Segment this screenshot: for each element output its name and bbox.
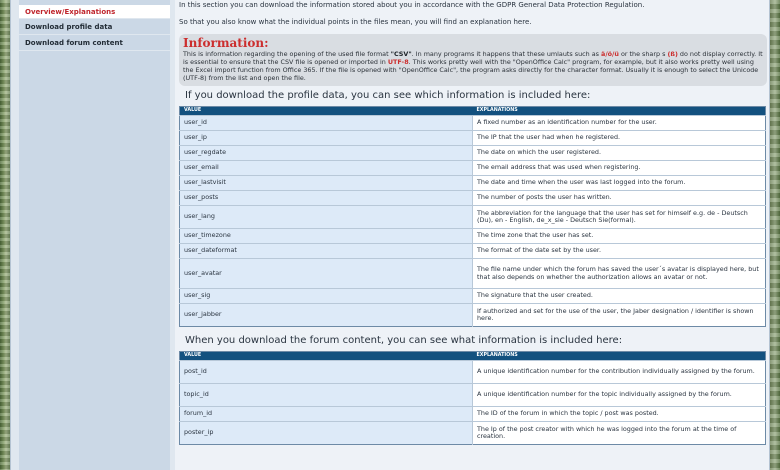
table-row	[180, 161, 766, 176]
info-text-5: . This works pretty well with the "OpenOffice Calc" program, for example, but it also works pretty well using the Excel import function from Office 365. If the file is opened with "OpenOffice Calc", the program asks directly for the character format. Usually it is enough to select the Unicode (UTF-8) from the list and open the file.	[183, 58, 759, 82]
cell-value: poster_ip	[180, 422, 473, 445]
sidebar-item-download-profile[interactable]: Download profile data	[19, 19, 170, 35]
table-row	[180, 361, 766, 384]
table-row	[180, 191, 766, 206]
info-text-2: . In many programs it happens that these umlauts such as	[411, 50, 602, 58]
profile-table-body	[180, 116, 766, 327]
table-row	[180, 131, 766, 146]
column-header-explanations: EXPLANATIONS	[473, 352, 766, 361]
info-umlauts: ä/ö/ü	[601, 50, 619, 58]
cell-explanation: The number of posts the user has written.	[473, 191, 766, 206]
column-header-value: VALUE	[180, 107, 473, 116]
table-header-row	[180, 352, 766, 361]
cell-explanation: The ID of the forum in which the topic / post was posted.	[473, 407, 766, 422]
sidebar-item-download-forum[interactable]: Download forum content	[19, 35, 170, 51]
cell-explanation: A unique identification number for the topic individually assigned by the forum.	[473, 384, 766, 407]
table-row	[180, 146, 766, 161]
cell-value: user_id	[180, 116, 473, 131]
information-box	[179, 34, 767, 86]
cell-value: user_avatar	[180, 259, 473, 289]
page-shell	[10, 0, 770, 470]
cell-value: post_id	[180, 361, 473, 384]
info-text-4: do not display correctly. It is essential to ensure that the CSV file is opened or imported in	[183, 50, 763, 66]
table-row	[180, 176, 766, 191]
background-left-edge	[0, 0, 10, 470]
cell-value: user_regdate	[180, 146, 473, 161]
table-row	[180, 407, 766, 422]
cell-explanation: The Ip of the post creator with which he was logged into the forum at the time of creation.	[473, 422, 766, 445]
cell-value: user_ip	[180, 131, 473, 146]
cell-explanation: A fixed number as an identification number for the user.	[473, 116, 766, 131]
profile-section-heading: If you download the profile data, you can see which information is included here:	[185, 90, 591, 101]
cell-explanation: The file name under which the forum has saved the user´s avatar is displayed here, but that also depends on whether the authorization allows an avatar or not.	[473, 259, 766, 289]
background-right-edge	[770, 0, 780, 470]
cell-value: user_posts	[180, 191, 473, 206]
cell-explanation: The format of the date set by the user.	[473, 244, 766, 259]
table-row	[180, 116, 766, 131]
cell-explanation: The date on which the user registered.	[473, 146, 766, 161]
table-row	[180, 289, 766, 304]
cell-value: user_lastvisit	[180, 176, 473, 191]
table-row	[180, 206, 766, 229]
table-row	[180, 384, 766, 407]
intro-line-2: So that you also know what the individual points in the files mean, you will find an explanation here.	[179, 18, 532, 26]
cell-value: user_timezone	[180, 229, 473, 244]
table-header-row	[180, 107, 766, 116]
cell-value: forum_id	[180, 407, 473, 422]
profile-data-table	[179, 106, 766, 327]
info-text-3: or the sharp s	[618, 50, 668, 58]
forum-section-heading: When you download the forum content, you can see what information is included here:	[185, 335, 623, 346]
sidebar-item-overview[interactable]: Overview/Explanations	[19, 5, 170, 19]
cell-explanation: The IP that the user had when he registered.	[473, 131, 766, 146]
cell-value: topic_id	[180, 384, 473, 407]
forum-data-table	[179, 351, 766, 445]
cell-explanation: The email address that was used when registering.	[473, 161, 766, 176]
info-csv: "CSV"	[390, 50, 412, 58]
sidebar	[19, 0, 170, 470]
table-row	[180, 259, 766, 289]
cell-value: user_sig	[180, 289, 473, 304]
cell-value: user_dateformat	[180, 244, 473, 259]
cell-explanation: If authorized and set for the use of the user, the Jaber designation / identifier is shown here.	[473, 304, 766, 327]
cell-explanation: A unique identification number for the contribution individually assigned by the forum.	[473, 361, 766, 384]
forum-table-body	[180, 361, 766, 445]
column-header-explanations: EXPLANATIONS	[473, 107, 766, 116]
column-header-value: VALUE	[180, 352, 473, 361]
main-content	[175, 0, 769, 470]
cell-explanation: The abbreviation for the language that the user has set for himself e.g. de - Deutsch (Du), en - English, de_x_sie - Deutsch Sie(formal).	[473, 206, 766, 229]
cell-value: user_jabber	[180, 304, 473, 327]
table-row	[180, 244, 766, 259]
table-row	[180, 229, 766, 244]
info-text-1: This is information regarding the opening of the used file format	[183, 50, 391, 58]
info-utf8: UTF-8	[387, 58, 409, 66]
info-sharp-s: (ß)	[667, 50, 678, 58]
table-row	[180, 304, 766, 327]
intro-text	[175, 1, 769, 27]
table-row	[180, 422, 766, 445]
information-title: Information:	[183, 36, 269, 50]
cell-explanation: The signature that the user created.	[473, 289, 766, 304]
cell-value: user_lang	[180, 206, 473, 229]
cell-value: user_email	[180, 161, 473, 176]
intro-line-1: In this section you can download the information stored about you in accordance with the GDPR General Data Protection Regulation.	[179, 1, 645, 9]
cell-explanation: The time zone that the user has set.	[473, 229, 766, 244]
cell-explanation: The date and time when the user was last logged into the forum.	[473, 176, 766, 191]
information-text	[183, 50, 763, 82]
